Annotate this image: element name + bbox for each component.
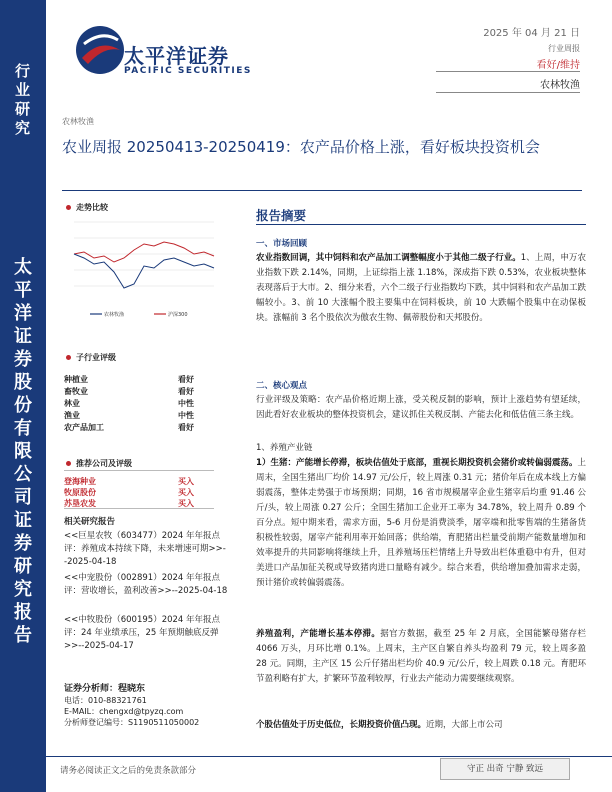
sub-industry-rating: 看好 [178,423,194,432]
sub-industry-rating: 看好 [178,387,194,396]
hog-paragraph: 1）生猪：产能增长停滞，板块估值处于底部，重视长期投资机会猪价或转偏弱震荡。上周末，全国生猪出厂均价 14.97 元/公斤，较上周涨 0.31 元；猪价年后在成本线上方偏弱震荡，整体走势强于市场预期；同期，16 省市规模屠宰企业生猪宰后均重 91.46 公斤/头，较上周涨 0.27 公斤；全国生猪加工企业开工率为 34.78%，较上周升 0.89 个百分点。短中期来看，需求方面，5-6 月份是消费淡季，屠宰端和批零售端的生猪备货积极性较弱，屠宰产能利用率开始回落；供给端，育肥猪出栏量受前期产能数量增加和效率提升的共同影响将继续上升，且养殖场压栏情绪上升导致出栏体重稳中有升，但对美进口产品加征关税或导致猪肉进口量略有减少。综合来看，供给增加叠加需求走弱，预计猪价或转偏弱震荡。 [256,458,586,588]
company-name: 登海种业 [64,477,96,486]
sub-rating-row [64,410,194,421]
divider [64,470,214,471]
bullet-icon [66,355,71,360]
series-line-hs300 [74,242,214,262]
sub-rating-row [64,374,194,385]
sidebar-top-label: 行 业 研 究 [14,62,31,137]
sub-industry-name: 林业 [64,399,80,408]
header-divider [436,71,580,72]
sub-rating-row [64,386,194,397]
summary-title: 报告摘要 [256,208,307,223]
analyst-cert: 分析师登记编号：S1190511050002 [64,718,200,727]
header-divider [436,92,580,93]
subsection-livestock: 1、养殖产业链 [256,443,313,453]
profit-paragraph: 养殖盈利，产能增长基本停滞。据官方数据，截至 25 年 2 月底，全国能繁母猪存栏 4066 万头，月环比增 0.1%。上周末，主产区自繁自养头均盈利 79 元，较上周多盈 28 元。同期，主产区 15 公斤仔猪出栏均价 40.9 元/公斤，较上周跌 0.18 元。育肥环节盈利略有扩大，扩繁环节盈利较厚，行业去产能动力需要继续观察。 [256,629,586,684]
sidebar [0,0,46,792]
logo-en-text: PACIFIC SECURITIES [124,66,252,76]
sidebar-bottom-label: 太 平 洋 证 券 股 份 有 限 公 司 证 券 研 究 报 告 [14,257,32,646]
sub-rating-row [64,422,194,433]
related-report-link[interactable]: <<中牧股份（600195）2024 年年报点评：24 年业绩承压，25 年预期触底反弹>>--2025-04-17 [64,615,221,651]
section-market-review: 一、市场回顾 [256,239,308,249]
sub-industry-rating: 看好 [178,375,194,384]
industry-label: 农林牧渔 [540,80,580,91]
trend-section-head: 走势比较 [66,202,108,213]
sub-industry-name: 渔业 [64,411,80,420]
analyst-block [64,684,239,728]
sub-industry-rating: 中性 [178,411,194,420]
legend-hs300: 沪深300 [168,312,188,318]
analyst-phone: 电话：010-88321761 [64,696,147,705]
company-name: 牧原股份 [64,488,96,497]
report-type: 行业周报 [548,44,580,53]
footer-rule [46,756,612,757]
market-review-paragraph: 农业指数回调，其中饲料和农产品加工调整幅度小于其他二级子行业。1、上周，申万农业指数下跌 2.14%，同期，上证综指上涨 1.18%，深成指下跌 0.53%，农业板块整体表现落后于大市。2、细分来看，六个二级子行业指数均下跌，其中饲料和农产品加工跌幅较小。3、前 10 大涨幅个股主要集中在饲料板块，前 10 大跌幅个股集中在动保板块。涨幅前 3 名个股依次为傲农生物、佩蒂股份和天邦股份。 [256,253,586,323]
related-report-link[interactable]: <<巨星农牧（603477）2024 年年报点评：养殖成本持续下降，未来增速可期>>--2025-04-18 [64,531,226,567]
summary-rule [256,224,586,225]
sub-rating-row [64,398,194,409]
sub-rating-section-head: 子行业评级 [66,352,116,363]
sub-industry-name: 农产品加工 [64,423,104,432]
industry-rating: 看好/维持 [536,60,580,71]
related-report-link[interactable]: <<中宠股份（002891）2024 年年报点评：营收增长，盈利改善>>--2025-04-18 [64,573,228,596]
company-rating: 买入 [178,488,194,497]
footer-disclaimer: 请务必阅读正文之后的免责条款部分 [60,766,197,776]
recommend-section-head: 推荐公司及评级 [66,458,132,469]
sub-industry-name: 种植业 [64,375,88,384]
company-row [64,487,194,498]
report-title: 农业周报 20250413-20250419：农产品价格上涨，看好板块投资机会 [62,138,540,156]
analyst-name: 证券分析师：程晓东 [64,684,146,694]
sub-industry-rating: 中性 [178,399,194,408]
trend-chart [64,214,240,334]
bullet-icon [66,461,71,466]
company-rating: 买入 [178,499,194,508]
report-date: 2025 年 04 月 21 日 [483,28,580,39]
title-rule [62,190,582,191]
footer-motto: 守正 出奇 宁静 致远 [440,758,570,780]
industry-tag: 农林牧渔 [62,117,94,126]
related-reports-title: 相关研究报告 [64,517,116,527]
divider [64,508,214,509]
legend-agri: 农林牧渔 [104,312,125,318]
valuation-paragraph: 个股估值处于历史低位，长期投资价值凸现。近期，大部上市公司 [256,720,503,730]
series-line-agri [74,254,214,288]
strategy-paragraph: 行业评级及策略：农产品价格近期上涨，受关税反制的影响，预计上涨趋势有望延续，因此看好农业板块的整体投资机会，建议抓住关税反制、产能去化和低估值三条主线。 [256,395,586,420]
analyst-email[interactable]: E-MAIL：chengxd@tpyzq.com [64,707,184,716]
company-row [64,476,194,487]
sub-industry-name: 畜牧业 [64,387,88,396]
bullet-icon [66,205,71,210]
company-rating: 买入 [178,477,194,486]
company-name: 苏垦农发 [64,499,96,508]
logo-cn-text: 太平洋证券 [124,44,229,68]
section-core-view: 二、核心观点 [256,381,308,391]
